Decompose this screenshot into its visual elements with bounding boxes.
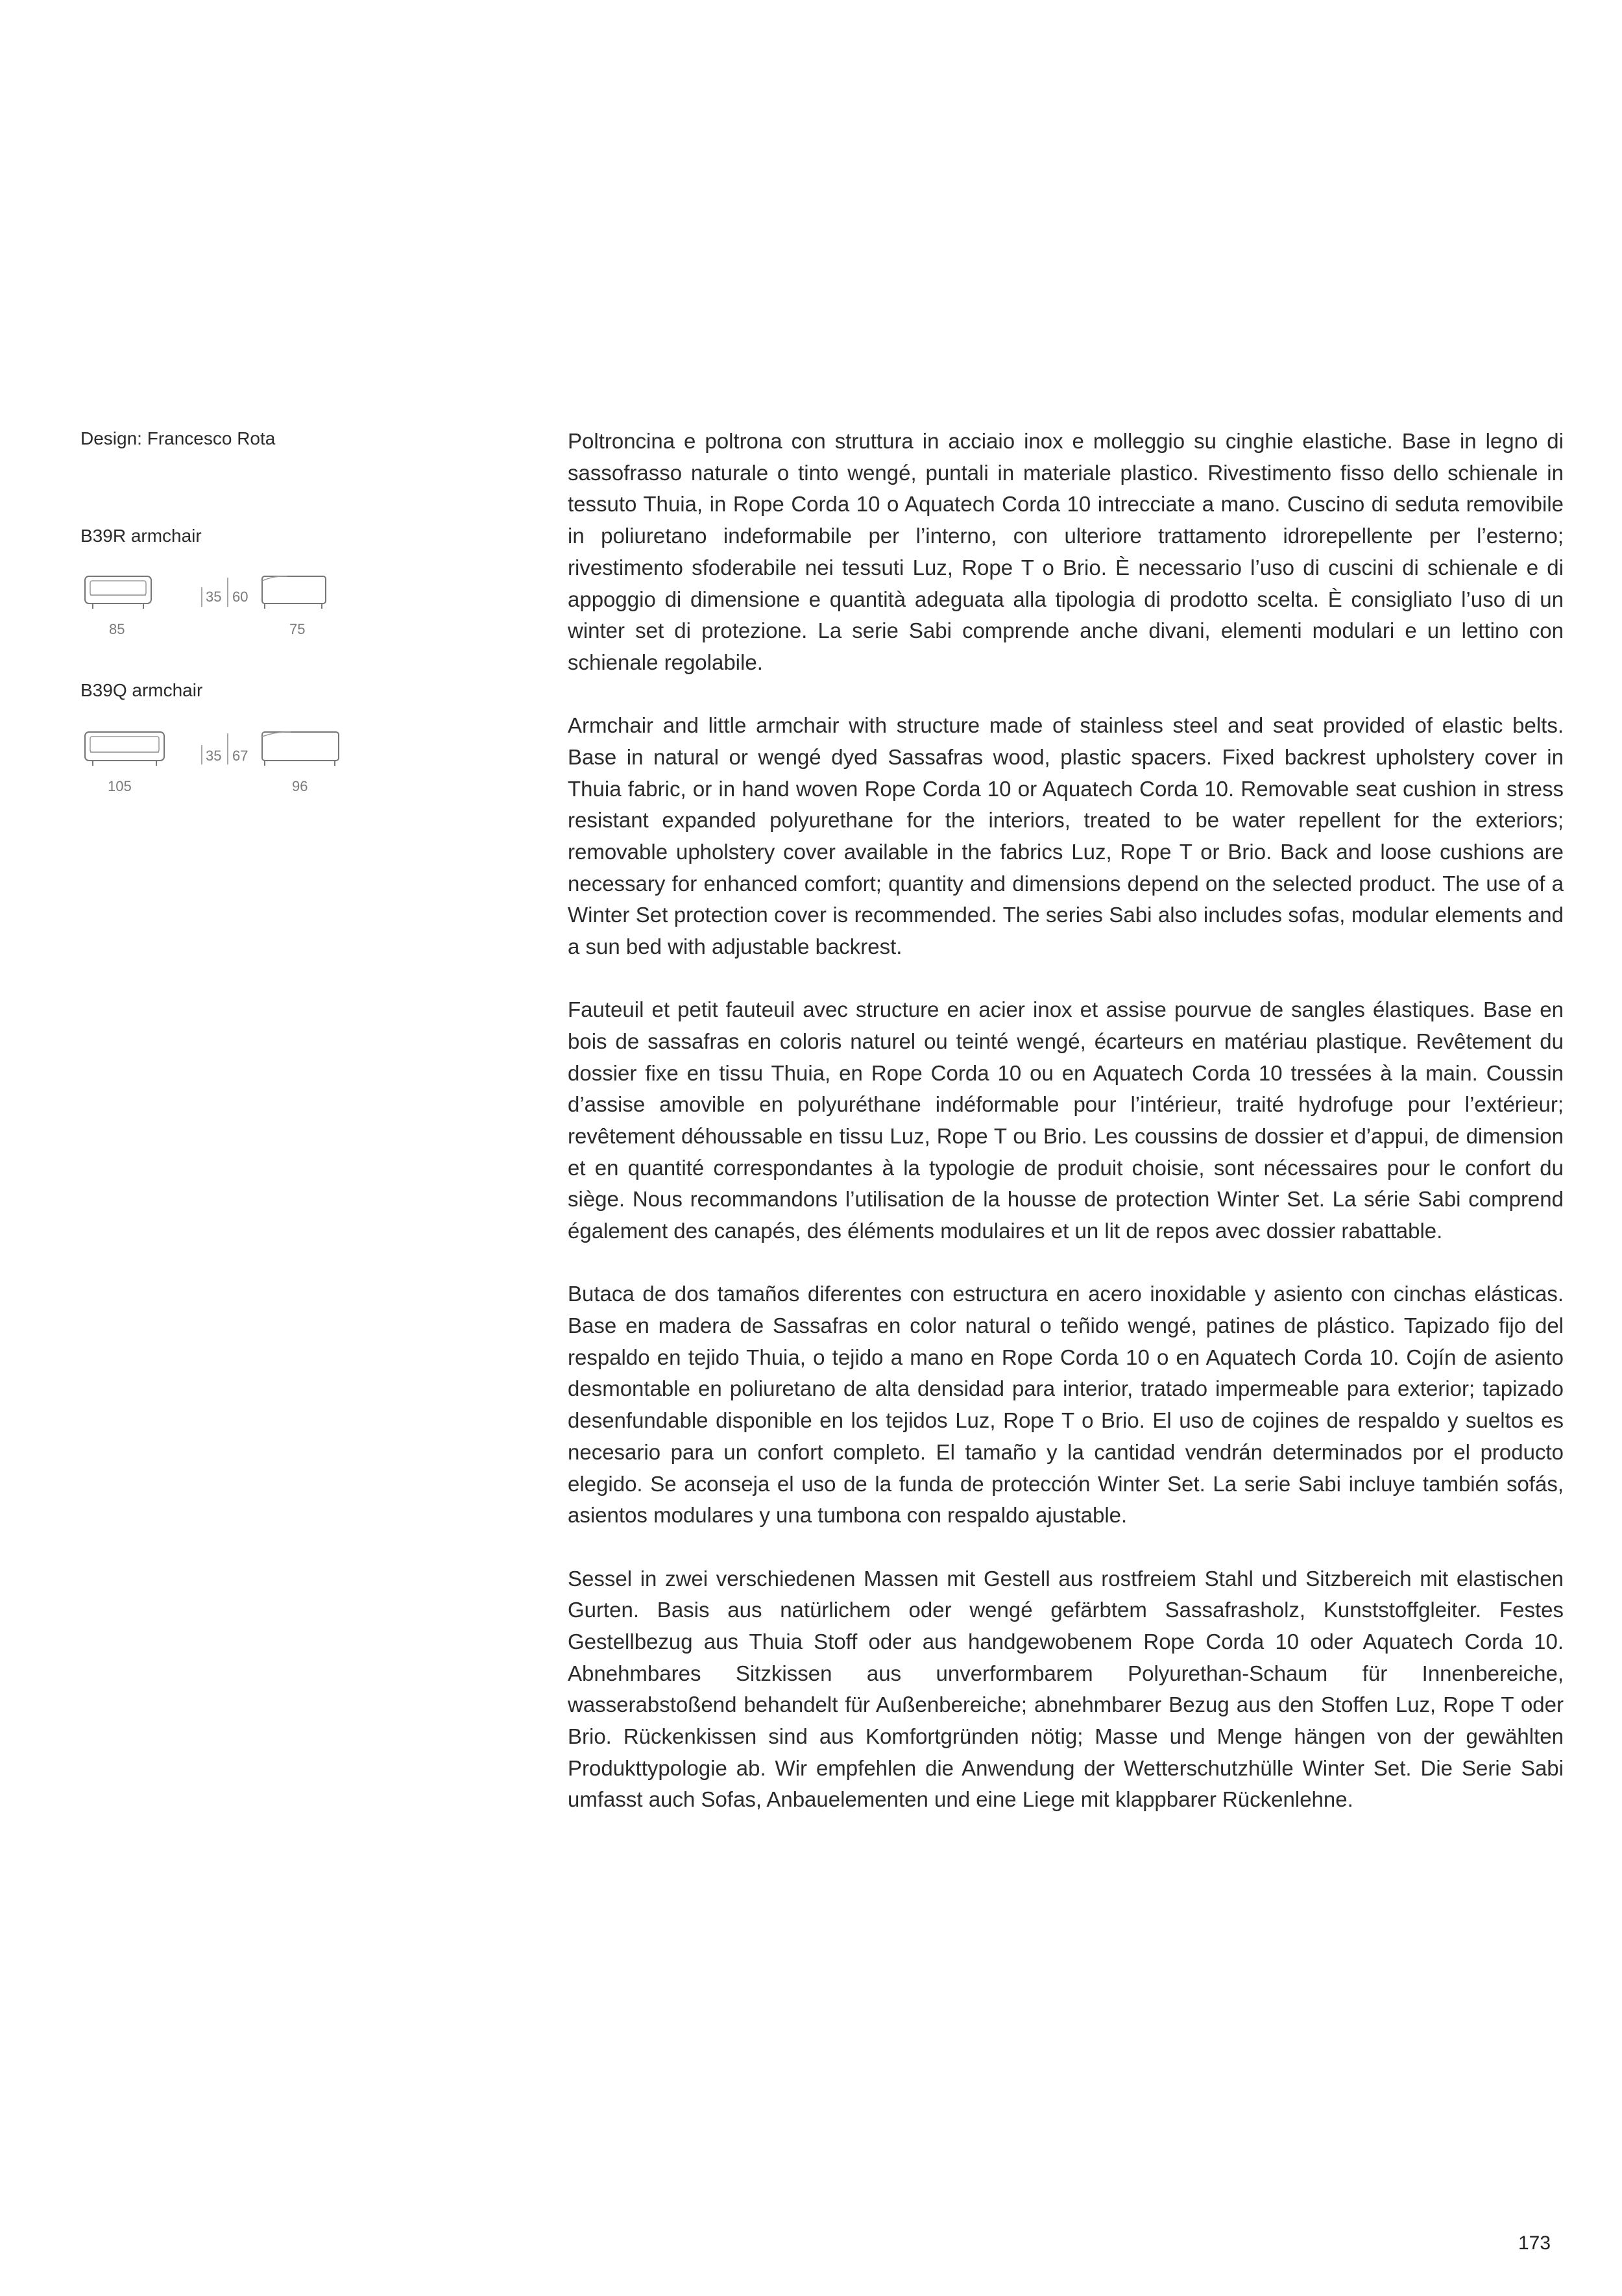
seat-height-value: 35	[206, 589, 222, 605]
description-french: Fauteuil et petit fauteuil avec structure en acier inox et assise pourvue de sangles élastiques. Base en bois de sassafras en coloris naturel ou teinté wengé, écarteurs en matériau plastique. Revêtement du dossier fixe en tissu Thuia, en Rope Corda 10 ou en Aquatech Corda 10 tressées à la main. Coussin d’assise amovible en polyuréthane indéformable pour l’intérieur, traité hydrofuge pour l’extérieur; revêtement déhoussable en tissu Luz, Rope T ou Brio. Les coussins de dossier et d’appui, de dimension et en quantité correspondantes à la typologie de produit choisie, sont nécessaires pour le confort du siège. Nous recommandons l’utilisation de la housse de protection Winter Set. La série Sabi comprend également des canapés, des éléments modulaires et un lit de repos avec dossier rabattable.	[568, 997, 1564, 1243]
model-title-b39q: B39Q armchair	[80, 680, 203, 700]
diagram-b39q	[80, 730, 359, 801]
width-dimension: 105	[108, 778, 132, 794]
description-german: Sessel in zwei verschiedenen Massen mit Gestell aus rostfreiem Stahl und Sitzbereich mit elastischen Gurten. Basis aus natürlichem oder wengé gefärbtem Sassafrasholz, Kunststoffgleiter. Festes Gestellbezug aus Thuia Stoff oder aus handgewobenem Rope Corda 10 oder Aquatech Corda 10. Abnehmbares Sitzkissen aus unverformbarem Polyurethan-Schaum für Innenbereiche, wasserabstoßend behandelt für Außenbereiche; abnehmbarer Bezug aus den Stoffen Luz, Rope T oder Brio. Rückenkissen sind aus Komfortgründen nötig; Masse und Menge hängen von der gewählten Produkttypologie ab. Wir empfehlen die Anwendung der Wetterschutzhülle Winter Set. Die Serie Sabi umfasst auch Sofas, Anbauelementen und eine Liege mit klappbarer Rückenlehne.	[568, 1566, 1564, 1812]
front-view-drawing	[84, 730, 168, 769]
designer-credit: Design: Francesco Rota	[80, 428, 276, 448]
description-italian: Poltroncina e poltrona con struttura in acciaio inox e molleggio su cinghie elastiche. Base in legno di sassofrasso naturale o tinto wengé, puntali in materiale plastico. Rivestimento fisso dello schienale in tessuto Thuia, in Rope Corda 10 o Aquatech Corda 10 intrecciate a mano. Cuscino di seduta removibile in poliuretano indeformabile per l’interno, con ulteriore trattamento idrorepellente per l’esterno; rivestimento sfoderabile nei tessuti Luz, Rope T o Brio. È necessario l’uso di cuscini di schienale e di appoggio di dimensione e quantità adeguata alla tipologia di prodotto scelta. È consigliato l’uso di un winter set di protezione. La serie Sabi comprende anche divani, elementi modulari e un lettino con schienale regolabile.	[568, 429, 1564, 674]
product-descriptions	[568, 426, 1564, 1848]
depth-dimension: 75	[289, 621, 306, 637]
side-view-drawing	[261, 574, 332, 613]
front-view-drawing	[84, 574, 155, 613]
description-spanish: Butaca de dos tamaños diferentes con estructura en acero inoxidable y asiento con cinchas elásticas. Base en madera de Sassafras en color natural o teñido wengé, patines de plástico. Tapizado fijo del respaldo en tejido Thuia, o tejido a mano en Rope Corda 10 o en Aquatech Corda 10. Cojín de asiento desmontable en poliuretano de alta densidad para interior, tratado impermeable para exterior; tapizado desenfundable disponible en los tejidos Luz, Rope T o Brio. El uso de cojines de respaldo y sueltos es necesario para un confort completo. El tamaño y la cantidad vendrán determinados por el producto elegido. Se aconseja el uso de la funda de protección Winter Set. La serie Sabi incluye también sofás, asientos modulares y una tumbona con respaldo ajustable.	[568, 1282, 1564, 1528]
page-number: 173	[1518, 2232, 1551, 2254]
overall-height-value: 60	[232, 589, 248, 605]
width-dimension: 85	[109, 621, 125, 637]
description-english: Armchair and little armchair with structure made of stainless steel and seat provided of elastic belts. Base in natural or wengé dyed Sassafras wood, plastic spacers. Fixed backrest upholstery cover in Thuia fabric, or in hand woven Rope Corda 10 or Aquatech Corda 10. Removable seat cushion in stress resistant expanded polyurethane for the interiors, treated to be water repellent for the exteriors; removable upholstery cover available in the fabrics Luz, Rope T or Brio. Back and loose cushions are necessary for enhanced comfort; quantity and dimensions depend on the selected product. The use of a Winter Set protection cover is recommended. The series Sabi also includes sofas, modular elements and a sun bed with adjustable backrest.	[568, 713, 1564, 959]
overall-height-value: 67	[232, 748, 248, 764]
model-title-b39r: B39R armchair	[80, 526, 202, 546]
side-view-drawing	[261, 730, 345, 769]
seat-height-value: 35	[206, 748, 222, 764]
diagram-b39r	[80, 574, 359, 646]
depth-dimension: 96	[292, 778, 308, 794]
